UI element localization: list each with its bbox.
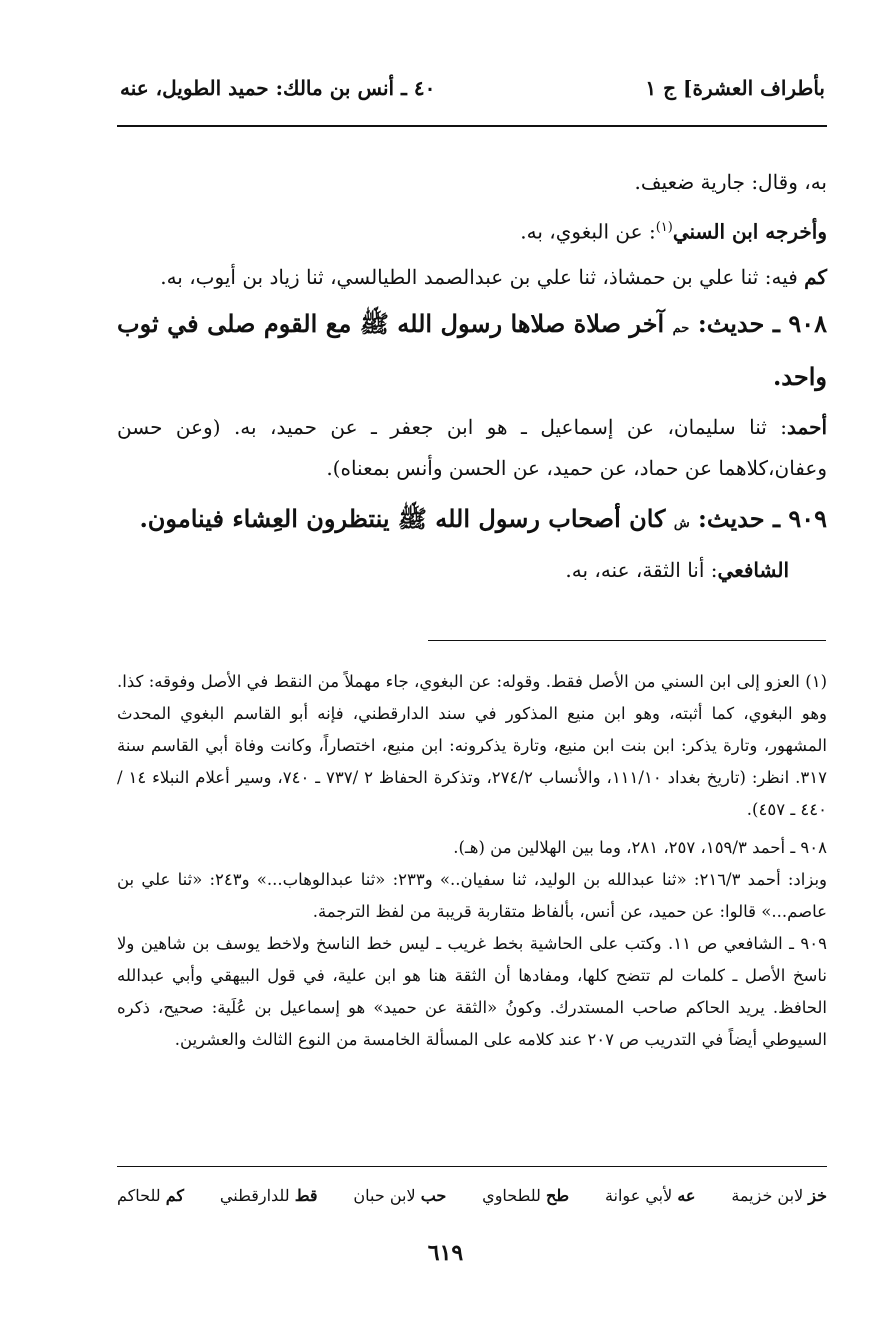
abbr-item: طح للطحاوي bbox=[482, 1186, 570, 1205]
text-paragraph: أحمد: ثنا سليمان، عن إسماعيل ـ هو ابن جعفر ـ عن حميد، به. (وعن حسن وعفان،كلاهما عن حماد، عن حميد، عن الحسن وأنس بمعناه). bbox=[117, 414, 827, 480]
abbr-item: قط للدارقطني bbox=[219, 1186, 318, 1205]
text-line: الشافعي: أنا الثقة، عنه، به. bbox=[565, 557, 789, 582]
text-line: وأخرجه ابن السني$^{(١)}$: عن البغوي، به. bbox=[520, 219, 827, 244]
footnotes bbox=[117, 666, 827, 1056]
footnote-909: ٩٠٩ ـ الشافعي ص ١١. وكتب على الحاشية بخط غريب ـ ليس خط الناسخ ولاخط يوسف بن شاهين ولا ناسخ الأصل ـ كلمات لم تتضح كلها، ومفادها أن الثقة هنا هو ابن علية، في قول البيهقي وأبي عبدالله الحافظ. يريد الحاكم صاحب المستدرك. وكونُ «الثقة عن حميد» هو إسماعيل بن عُلَية: صحيح، ذكره السيوطي أيضاً في التدريب ص ٢٠٧ عند كلامه على المسألة الخامسة من النوع الثالث والعشرين. bbox=[117, 934, 827, 1049]
abbr-item: حب لابن حبان bbox=[353, 1186, 447, 1205]
source-symbol: ش bbox=[673, 515, 690, 531]
footnote-1: (١) العزو إلى ابن السني من الأصل فقط. وقوله: عن البغوي، جاء مهملاً من النقط في الأصل وفوقه: كذا. وهو البغوي، كما أثبته، وهو ابن منيع المذكور في سند الدارقطني، فإنه أبو القاسم البغوي المحدث المشهور، وتارة يذكر: ابن بنت ابن منيع، وتارة يذكرونه: ابن منيع، اختصاراً، وكانت وفاة أبي القاسم سنة ٣١٧. انظر: (تاريخ بغداد ١١١/١٠، والأنساب ٢٧٤/٢، وتذكرة الحفاظ ٢ /٧٣٧ ـ ٧٤٠، وسير أعلام النبلاء ١٤ /٤٤٠ ـ ٤٥٧). bbox=[117, 672, 827, 819]
header-rule bbox=[117, 125, 827, 127]
hadith-908-title: ٩٠٨ ـ حديث: حم آخر صلاة صلاها رسول الله ﷺ مع القوم صلى في ثوب واحد. bbox=[117, 308, 828, 391]
footnote-908-a: ٩٠٨ ـ أحمد ١٥٩/٣، ٢٥٧، ٢٨١، وما بين الهلالين من (هـ). bbox=[453, 838, 827, 857]
abbr-item: كم للحاكم bbox=[117, 1186, 185, 1205]
header-volume: بأطراف العشرة] ج ١ bbox=[645, 76, 825, 100]
footnote-908-b: وبزاد: أحمد ٢١٦/٣: «ثنا عبدالله بن الوليد، ثنا سفيان..» و٢٣٣: «ثنا عبدالوهاب...» و٢٤٣: «ثنا علي بن عاصم...» قالوا: عن حميد، عن أنس، بألفاظ متقاربة قريبة من لفظ الترجمة. bbox=[117, 870, 828, 921]
running-header bbox=[120, 76, 825, 106]
source-symbol: حم bbox=[672, 320, 690, 336]
hadith-909-title: ٩٠٩ ـ حديث: ش كان أصحاب رسول الله ﷺ ينتظرون العِشاء فينامون. bbox=[139, 503, 827, 533]
main-text bbox=[117, 162, 827, 591]
abbr-rule bbox=[117, 1166, 827, 1167]
header-chapter: ٤٠ ـ أنس بن مالك: حميد الطويل، عنه bbox=[120, 76, 436, 100]
abbreviation-key bbox=[117, 1186, 827, 1205]
footnote-ref[interactable]: (١) bbox=[655, 220, 673, 235]
abbr-item: عه لأبي عوانة bbox=[604, 1186, 696, 1205]
abbr-item: خز لابن خزيمة bbox=[731, 1186, 827, 1205]
text-paragraph: كم فيه: ثنا علي بن حمشاذ، ثنا علي بن عبدالصمد الطيالسي، ثنا زياد بن أيوب، به. bbox=[160, 264, 827, 289]
page-number: ٦١٩ bbox=[427, 1240, 464, 1266]
footnote-separator bbox=[428, 640, 826, 641]
text-line: به، وقال: جارية ضعيف. bbox=[634, 170, 827, 194]
